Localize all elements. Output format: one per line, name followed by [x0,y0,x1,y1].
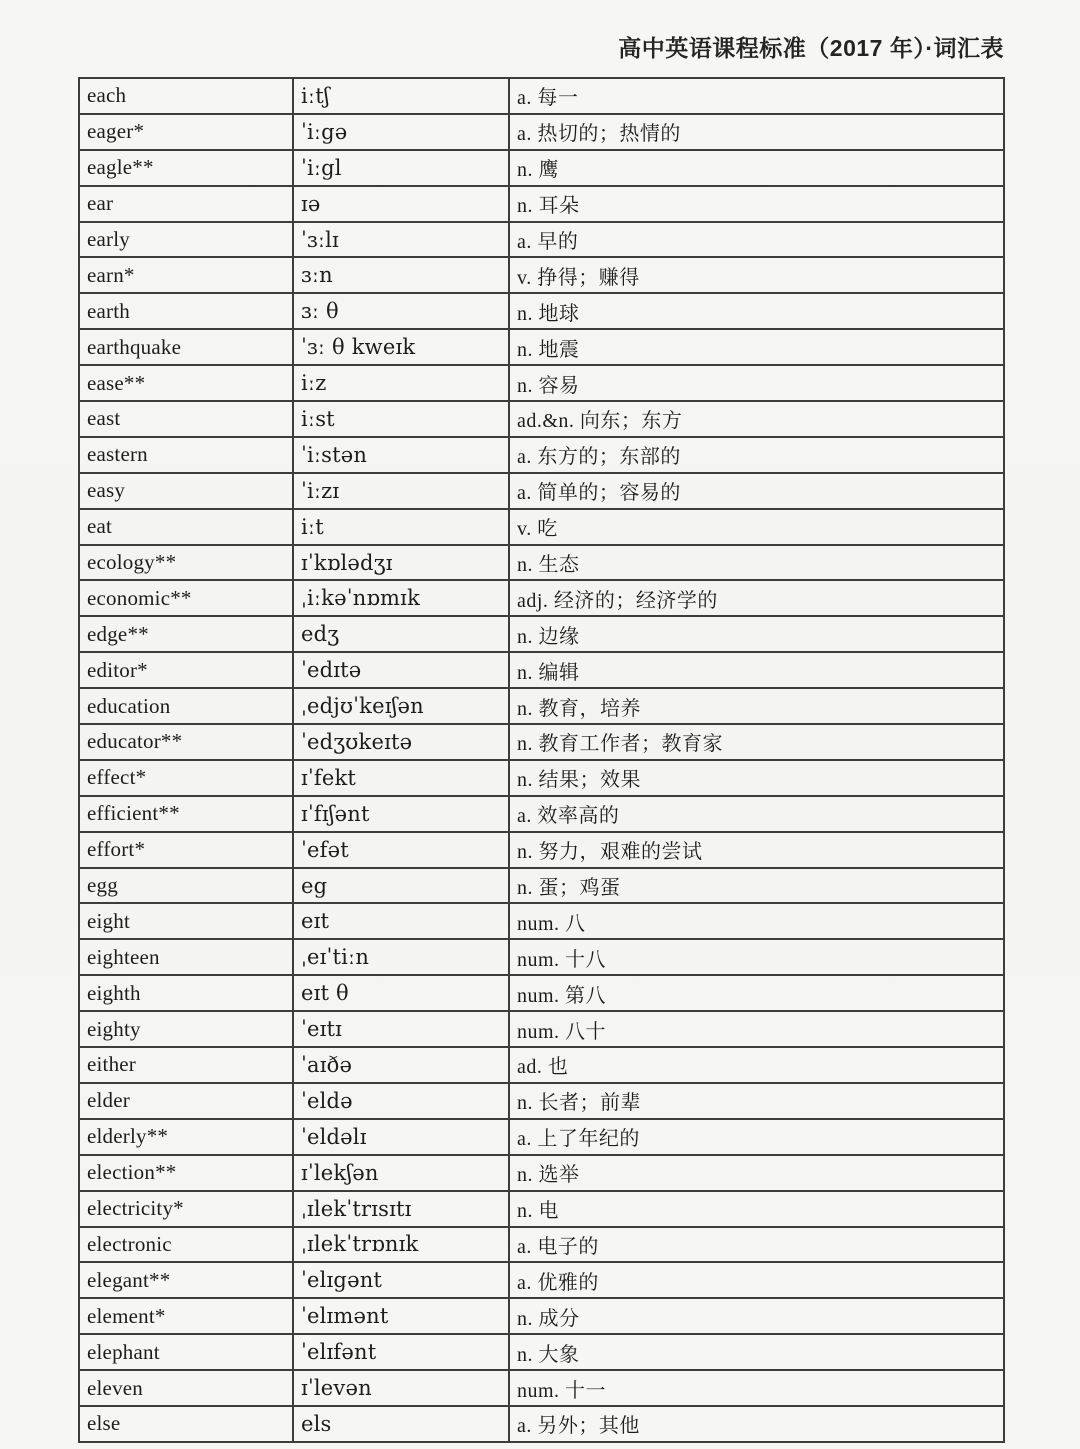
table-row [79,545,1004,581]
word-cell: education [79,688,293,724]
table-row [79,616,1004,652]
ipa-cell: ˈefət [293,832,509,868]
ipa-cell: ˈiːgə [293,114,509,150]
ipa-cell: ˈɜːlɪ [293,222,509,258]
table-row [79,257,1004,293]
ipa-cell: ˌeɪˈtiːn [293,939,509,975]
ipa-cell: ˈedʒʊkeɪtə [293,724,509,760]
ipa-cell: eɪt [293,903,509,939]
ipa-cell: eg [293,868,509,904]
word-cell: effort* [79,832,293,868]
table-row [79,903,1004,939]
definition-cell: n. 结果；效果 [509,760,1004,796]
word-cell: easy [79,473,293,509]
table-row [79,796,1004,832]
ipa-cell: ɪˈlevən [293,1370,509,1406]
ipa-cell: ˈedɪtə [293,652,509,688]
word-cell: eighth [79,975,293,1011]
definition-cell: a. 每一 [509,78,1004,114]
ipa-cell: ɪˈkɒlədʒɪ [293,545,509,581]
ipa-cell: ɪˈlekʃən [293,1155,509,1191]
word-cell: elderly** [79,1119,293,1155]
word-cell: edge** [79,616,293,652]
word-cell: element* [79,1298,293,1334]
definition-cell: n. 努力，艰难的尝试 [509,832,1004,868]
table-row [79,975,1004,1011]
word-cell: elegant** [79,1262,293,1298]
ipa-cell: ˈiːstən [293,437,509,473]
ipa-cell: ˈelɪgənt [293,1262,509,1298]
word-cell: eleven [79,1370,293,1406]
table-row [79,186,1004,222]
definition-cell: adj. 经济的；经济学的 [509,580,1004,616]
ipa-cell: iːt [293,509,509,545]
table-row [79,401,1004,437]
table-row [79,114,1004,150]
definition-cell: n. 边缘 [509,616,1004,652]
ipa-cell: ˌiːkəˈnɒmɪk [293,580,509,616]
table-row [79,1155,1004,1191]
ipa-cell: ɪə [293,186,509,222]
definition-cell: v. 挣得；赚得 [509,257,1004,293]
word-cell: economic** [79,580,293,616]
definition-cell: n. 耳朵 [509,186,1004,222]
table-row [79,1406,1004,1442]
definition-cell: ad. 也 [509,1047,1004,1083]
word-cell: elephant [79,1334,293,1370]
word-cell: early [79,222,293,258]
definition-cell: a. 另外；其他 [509,1406,1004,1442]
ipa-cell: ˌɪlekˈtrɒnɪk [293,1227,509,1263]
definition-cell: a. 优雅的 [509,1262,1004,1298]
table-row [79,150,1004,186]
table-row [79,329,1004,365]
word-cell: earn* [79,257,293,293]
table-row [79,580,1004,616]
word-cell: eager* [79,114,293,150]
definition-cell: v. 吃 [509,509,1004,545]
ipa-cell: ɜː θ [293,293,509,329]
word-cell: each [79,78,293,114]
word-cell: electronic [79,1227,293,1263]
table-row [79,832,1004,868]
word-cell: efficient** [79,796,293,832]
word-cell: election** [79,1155,293,1191]
ipa-cell: ˈelɪmənt [293,1298,509,1334]
table-row [79,760,1004,796]
ipa-cell: ˈiːzɪ [293,473,509,509]
definition-cell: n. 选举 [509,1155,1004,1191]
word-cell: egg [79,868,293,904]
word-cell: else [79,1406,293,1442]
ipa-cell: edʒ [293,616,509,652]
definition-cell: n. 编辑 [509,652,1004,688]
definition-cell: a. 早的 [509,222,1004,258]
table-row [79,1227,1004,1263]
ipa-cell: ˌedjʊˈkeɪʃən [293,688,509,724]
table-row [79,293,1004,329]
table-row [79,1119,1004,1155]
word-cell: eagle** [79,150,293,186]
table-row [79,437,1004,473]
word-cell: either [79,1047,293,1083]
word-cell: eighty [79,1011,293,1047]
definition-cell: n. 蛋；鸡蛋 [509,868,1004,904]
table-row [79,688,1004,724]
word-cell: eastern [79,437,293,473]
definition-cell: n. 长者；前辈 [509,1083,1004,1119]
word-cell: earth [79,293,293,329]
table-row [79,1047,1004,1083]
word-cell: editor* [79,652,293,688]
definition-cell: n. 教育，培养 [509,688,1004,724]
definition-cell: a. 效率高的 [509,796,1004,832]
vocab-table [78,77,1005,1443]
ipa-cell: ɪˈfekt [293,760,509,796]
definition-cell: num. 八十 [509,1011,1004,1047]
ipa-cell: ɪˈfɪʃənt [293,796,509,832]
ipa-cell: ˈaɪðə [293,1047,509,1083]
word-cell: earthquake [79,329,293,365]
ipa-cell: ˈɜː θ kweɪk [293,329,509,365]
ipa-cell: ˈeɪtɪ [293,1011,509,1047]
definition-cell: a. 简单的；容易的 [509,473,1004,509]
definition-cell: n. 教育工作者；教育家 [509,724,1004,760]
definition-cell: a. 电子的 [509,1227,1004,1263]
definition-cell: n. 成分 [509,1298,1004,1334]
word-cell: electricity* [79,1191,293,1227]
definition-cell: n. 生态 [509,545,1004,581]
ipa-cell: iːz [293,365,509,401]
word-cell: east [79,401,293,437]
table-row [79,724,1004,760]
definition-cell: a. 上了年纪的 [509,1119,1004,1155]
table-row [79,1083,1004,1119]
ipa-cell: els [293,1406,509,1442]
definition-cell: n. 鹰 [509,150,1004,186]
word-cell: ease** [79,365,293,401]
word-cell: eight [79,903,293,939]
table-row [79,652,1004,688]
ipa-cell: ˌɪlekˈtrɪsɪtɪ [293,1191,509,1227]
page-header-title: 高中英语课程标准（2017 年）·词汇表 [618,35,1004,61]
table-row [79,868,1004,904]
definition-cell: n. 地球 [509,293,1004,329]
table-row [79,222,1004,258]
table-row [79,78,1004,114]
table-row [79,1334,1004,1370]
definition-cell: num. 十一 [509,1370,1004,1406]
table-row [79,509,1004,545]
ipa-cell: eɪt θ [293,975,509,1011]
table-row [79,1298,1004,1334]
definition-cell: n. 电 [509,1191,1004,1227]
ipa-cell: iːst [293,401,509,437]
word-cell: effect* [79,760,293,796]
word-cell: eat [79,509,293,545]
definition-cell: ad.&n. 向东；东方 [509,401,1004,437]
table-row [79,1011,1004,1047]
table-row [79,1262,1004,1298]
table-row [79,1191,1004,1227]
ipa-cell: ˈelɪfənt [293,1334,509,1370]
definition-cell: a. 东方的；东部的 [509,437,1004,473]
word-cell: elder [79,1083,293,1119]
ipa-cell: ˈiːgl [293,150,509,186]
word-cell: ecology** [79,545,293,581]
table-row [79,1370,1004,1406]
definition-cell: num. 八 [509,903,1004,939]
definition-cell: a. 热切的；热情的 [509,114,1004,150]
vocab-table-body [79,78,1004,1442]
table-row [79,365,1004,401]
ipa-cell: ˈeldə [293,1083,509,1119]
word-cell: ear [79,186,293,222]
ipa-cell: iːtʃ [293,78,509,114]
ipa-cell: ɜːn [293,257,509,293]
word-cell: eighteen [79,939,293,975]
definition-cell: num. 第八 [509,975,1004,1011]
table-row [79,473,1004,509]
definition-cell: n. 地震 [509,329,1004,365]
ipa-cell: ˈeldəlɪ [293,1119,509,1155]
definition-cell: n. 容易 [509,365,1004,401]
table-row [79,939,1004,975]
definition-cell: num. 十八 [509,939,1004,975]
definition-cell: n. 大象 [509,1334,1004,1370]
word-cell: educator** [79,724,293,760]
